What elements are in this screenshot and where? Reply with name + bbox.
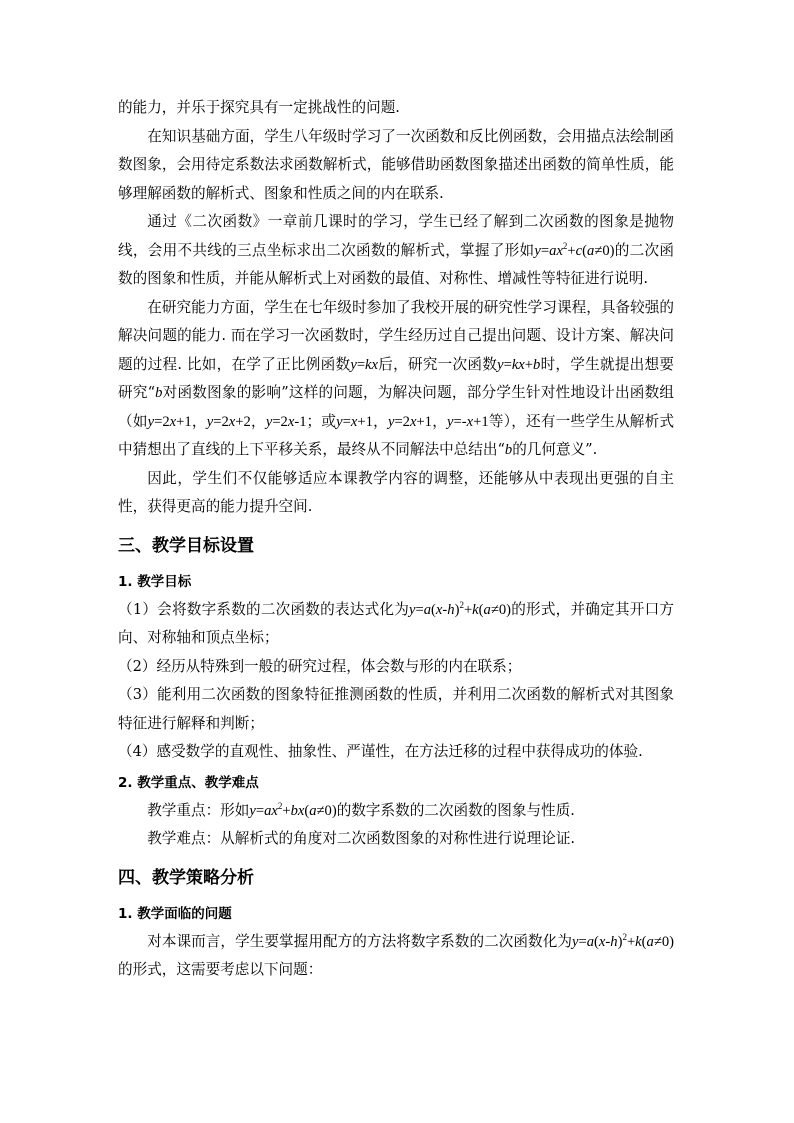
key-point: 教学重点：形如$y=ax^2+bx(a\ne 0)$的数字系数的二次函数的图象与性质. (147, 800, 575, 819)
section-heading-teaching-strategy: 四、教学策略分析 (118, 867, 254, 888)
formula-ax2-c: $y=ax^2+c(a\ne 0)$ (534, 240, 615, 259)
section-heading-teaching-objectives: 三、教学目标设置 (118, 535, 254, 556)
goal-item-1: （1）会将数字系数的二次函数的表达式化为$y=a(x-h)^2+k(a\ne 0)$的形式，并确定其开口方向、对称轴和顶点坐标； (118, 599, 674, 646)
subheading-teaching-goals: 1. 教学目标 (118, 573, 192, 590)
paragraph-knowledge-basis: 在知识基础方面，学生八年级时学习了一次函数和反比例函数，会用描点法绘制函数图象，会用待定系数法求函数解析式，能够借助函数图象描述出函数的简单性质，能够理解函数的解析式、图象和性质之间的内在联系. (118, 127, 674, 202)
goal-item-2: （2）经历从特殊到一般的研究过程，体会数与形的内在联系； (118, 657, 522, 675)
paragraph-problems: 对本课而言，学生要掌握用配方的方法将数字系数的二次函数化为$y=a(x-h)^2+k(a\ne 0)$的形式，这需要考虑以下问题： (118, 931, 674, 978)
paragraph-research-ability: 在研究能力方面，学生在七年级时参加了我校开展的研究性学习课程，具备较强的解决问题的能力. 而在学习一次函数时，学生经历过自己提出问题、设计方案、解决问题的过程. 比如，在学了正比例函数y=kx后，研究一次函数y=kx+b时，学生就提出想要研究“b对函数图象的影响”这样的问题，为解决问题，部分学生针对性地设计出函数组（如y=2x+1，y=2x+2，y=2x-1；或y=x+1，y=2x+1，y=-x+1等），还有一些学生从解析式中猜想出了直线的上下平移关系，最终从不同解法中总结出“b的几何意义”. (118, 298, 675, 458)
goal-item-3: （3）能利用二次函数的图象特征推测函数的性质，并利用二次函数的解析式对其图象特征进行解释和判断； (118, 686, 674, 732)
subheading-teaching-problems: 1. 教学面临的问题 (118, 905, 232, 922)
difficult-point: 教学难点：从解析式的角度对二次函数图象的对称性进行说理论证. (147, 830, 576, 847)
formula-function-group: y=2x+1，y=2x+2，y=2x-1；或y=x+1，y=2x+1，y=-x+1 (147, 413, 489, 430)
paragraph-conclusion: 因此，学生们不仅能够适应本课教学内容的调整，还能够从中表现出更强的自主性，获得更高的能力提升空间. (118, 469, 674, 515)
document-body (118, 94, 674, 985)
symbol-b: b (504, 442, 513, 458)
symbol-b: b (155, 385, 163, 401)
formula-ax2-bx: $y=ax^2+bx(a\ne 0)$ (249, 800, 337, 819)
subheading-key-difficult-points: 2. 教学重点、教学难点 (118, 774, 259, 791)
formula-vertex-form: $y=a(x-h)^2+k(a\ne 0)$ (409, 599, 511, 618)
formula-vertex-form: $y=a(x-h)^2+k(a\ne 0)$ (572, 931, 674, 950)
paragraph-prior-lessons: 通过《二次函数》一章前几课时的学习，学生已经了解到二次函数的图象是抛物线，会用不共线的三点坐标求出二次函数的解析式，掌握了形如$y=ax^2+c(a\ne 0)$的二次函数的图象和性质，并能从解析式上对函数的最值、对称性、增减性等特征进行说明. (118, 213, 674, 287)
formula-linear: y=kx+b (497, 356, 541, 373)
formula-proportional: y=kx (350, 356, 379, 373)
goal-item-4: （4）感受数学的直观性、抽象性、严谨性，在方法迁移的过程中获得成功的体验. (118, 743, 643, 760)
paragraph-continued: 的能力，并乐于探究具有一定挑战性的问题. (118, 99, 400, 116)
